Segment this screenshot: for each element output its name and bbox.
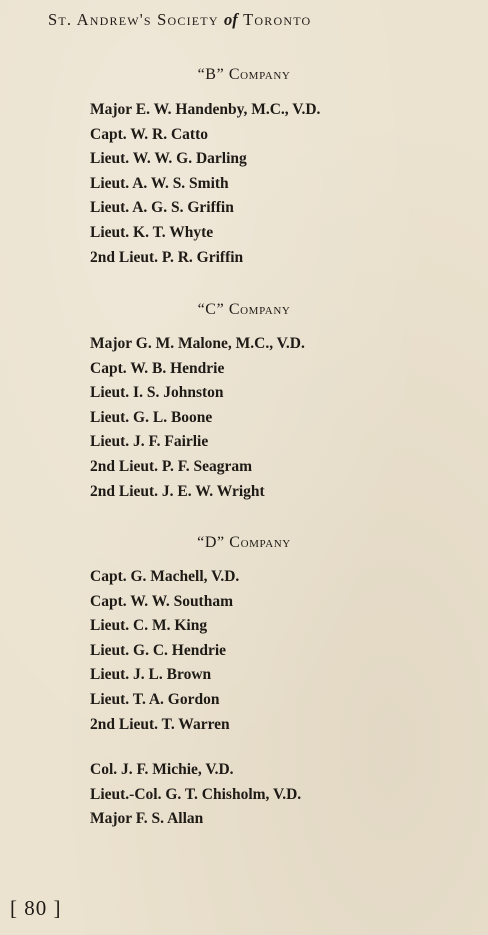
officer-entry: Col. J. F. Michie, V.D. — [90, 761, 234, 778]
company-b-roster — [90, 98, 320, 270]
page-number: [ 80 ] — [10, 896, 62, 920]
header-of: of — [224, 10, 238, 29]
officer-entry: Lieut. C. M. King — [90, 617, 208, 635]
officer-entry: 2nd Lieut. P. R. Griffin — [90, 248, 244, 266]
header-society-name: St. Andrew's Society — [48, 10, 219, 29]
officer-entry: Lieut. J. L. Brown — [90, 666, 212, 684]
officer-entry: Major G. M. Malone, M.C., V.D. — [90, 335, 305, 352]
officer-entry: Lieut.-Col. G. T. Chisholm, V.D. — [90, 785, 302, 803]
officer-entry: Capt. W. W. Southam — [90, 592, 234, 610]
company-c-heading: “C” Company — [197, 301, 291, 318]
additional-officers-list — [90, 758, 301, 832]
officer-entry: Lieut. W. W. G. Darling — [90, 150, 247, 168]
running-header — [48, 10, 468, 30]
officer-entry: Major E. W. Handenby, M.C., V.D. — [90, 101, 321, 118]
officer-entry: Lieut. A. W. S. Smith — [90, 174, 229, 192]
officer-entry: Lieut. J. F. Fairlie — [90, 433, 209, 451]
company-d-roster — [90, 565, 239, 737]
company-d-heading: “D” Company — [197, 534, 291, 551]
header-city: Toronto — [243, 10, 312, 29]
company-b-heading: “B” Company — [197, 66, 291, 83]
officer-entry: Lieut. G. L. Boone — [90, 408, 213, 426]
officer-entry: Major F. S. Allan — [90, 810, 204, 828]
officer-entry: Lieut. G. C. Hendrie — [90, 641, 227, 659]
officer-entry: Lieut. K. T. Whyte — [90, 223, 214, 241]
officer-entry: 2nd Lieut. J. E. W. Wright — [90, 482, 265, 500]
officer-entry: Capt. W. R. Catto — [90, 125, 208, 143]
officer-entry: Capt. G. Machell, V.D. — [90, 568, 240, 585]
officer-entry: 2nd Lieut. T. Warren — [90, 715, 230, 733]
company-c-roster — [90, 332, 305, 504]
officer-entry: 2nd Lieut. P. F. Seagram — [90, 457, 253, 475]
officer-entry: Capt. W. B. Hendrie — [90, 359, 225, 377]
officer-entry: Lieut. T. A. Gordon — [90, 690, 220, 708]
officer-entry: Lieut. A. G. S. Griffin — [90, 199, 234, 217]
officer-entry: Lieut. I. S. Johnston — [90, 384, 224, 402]
